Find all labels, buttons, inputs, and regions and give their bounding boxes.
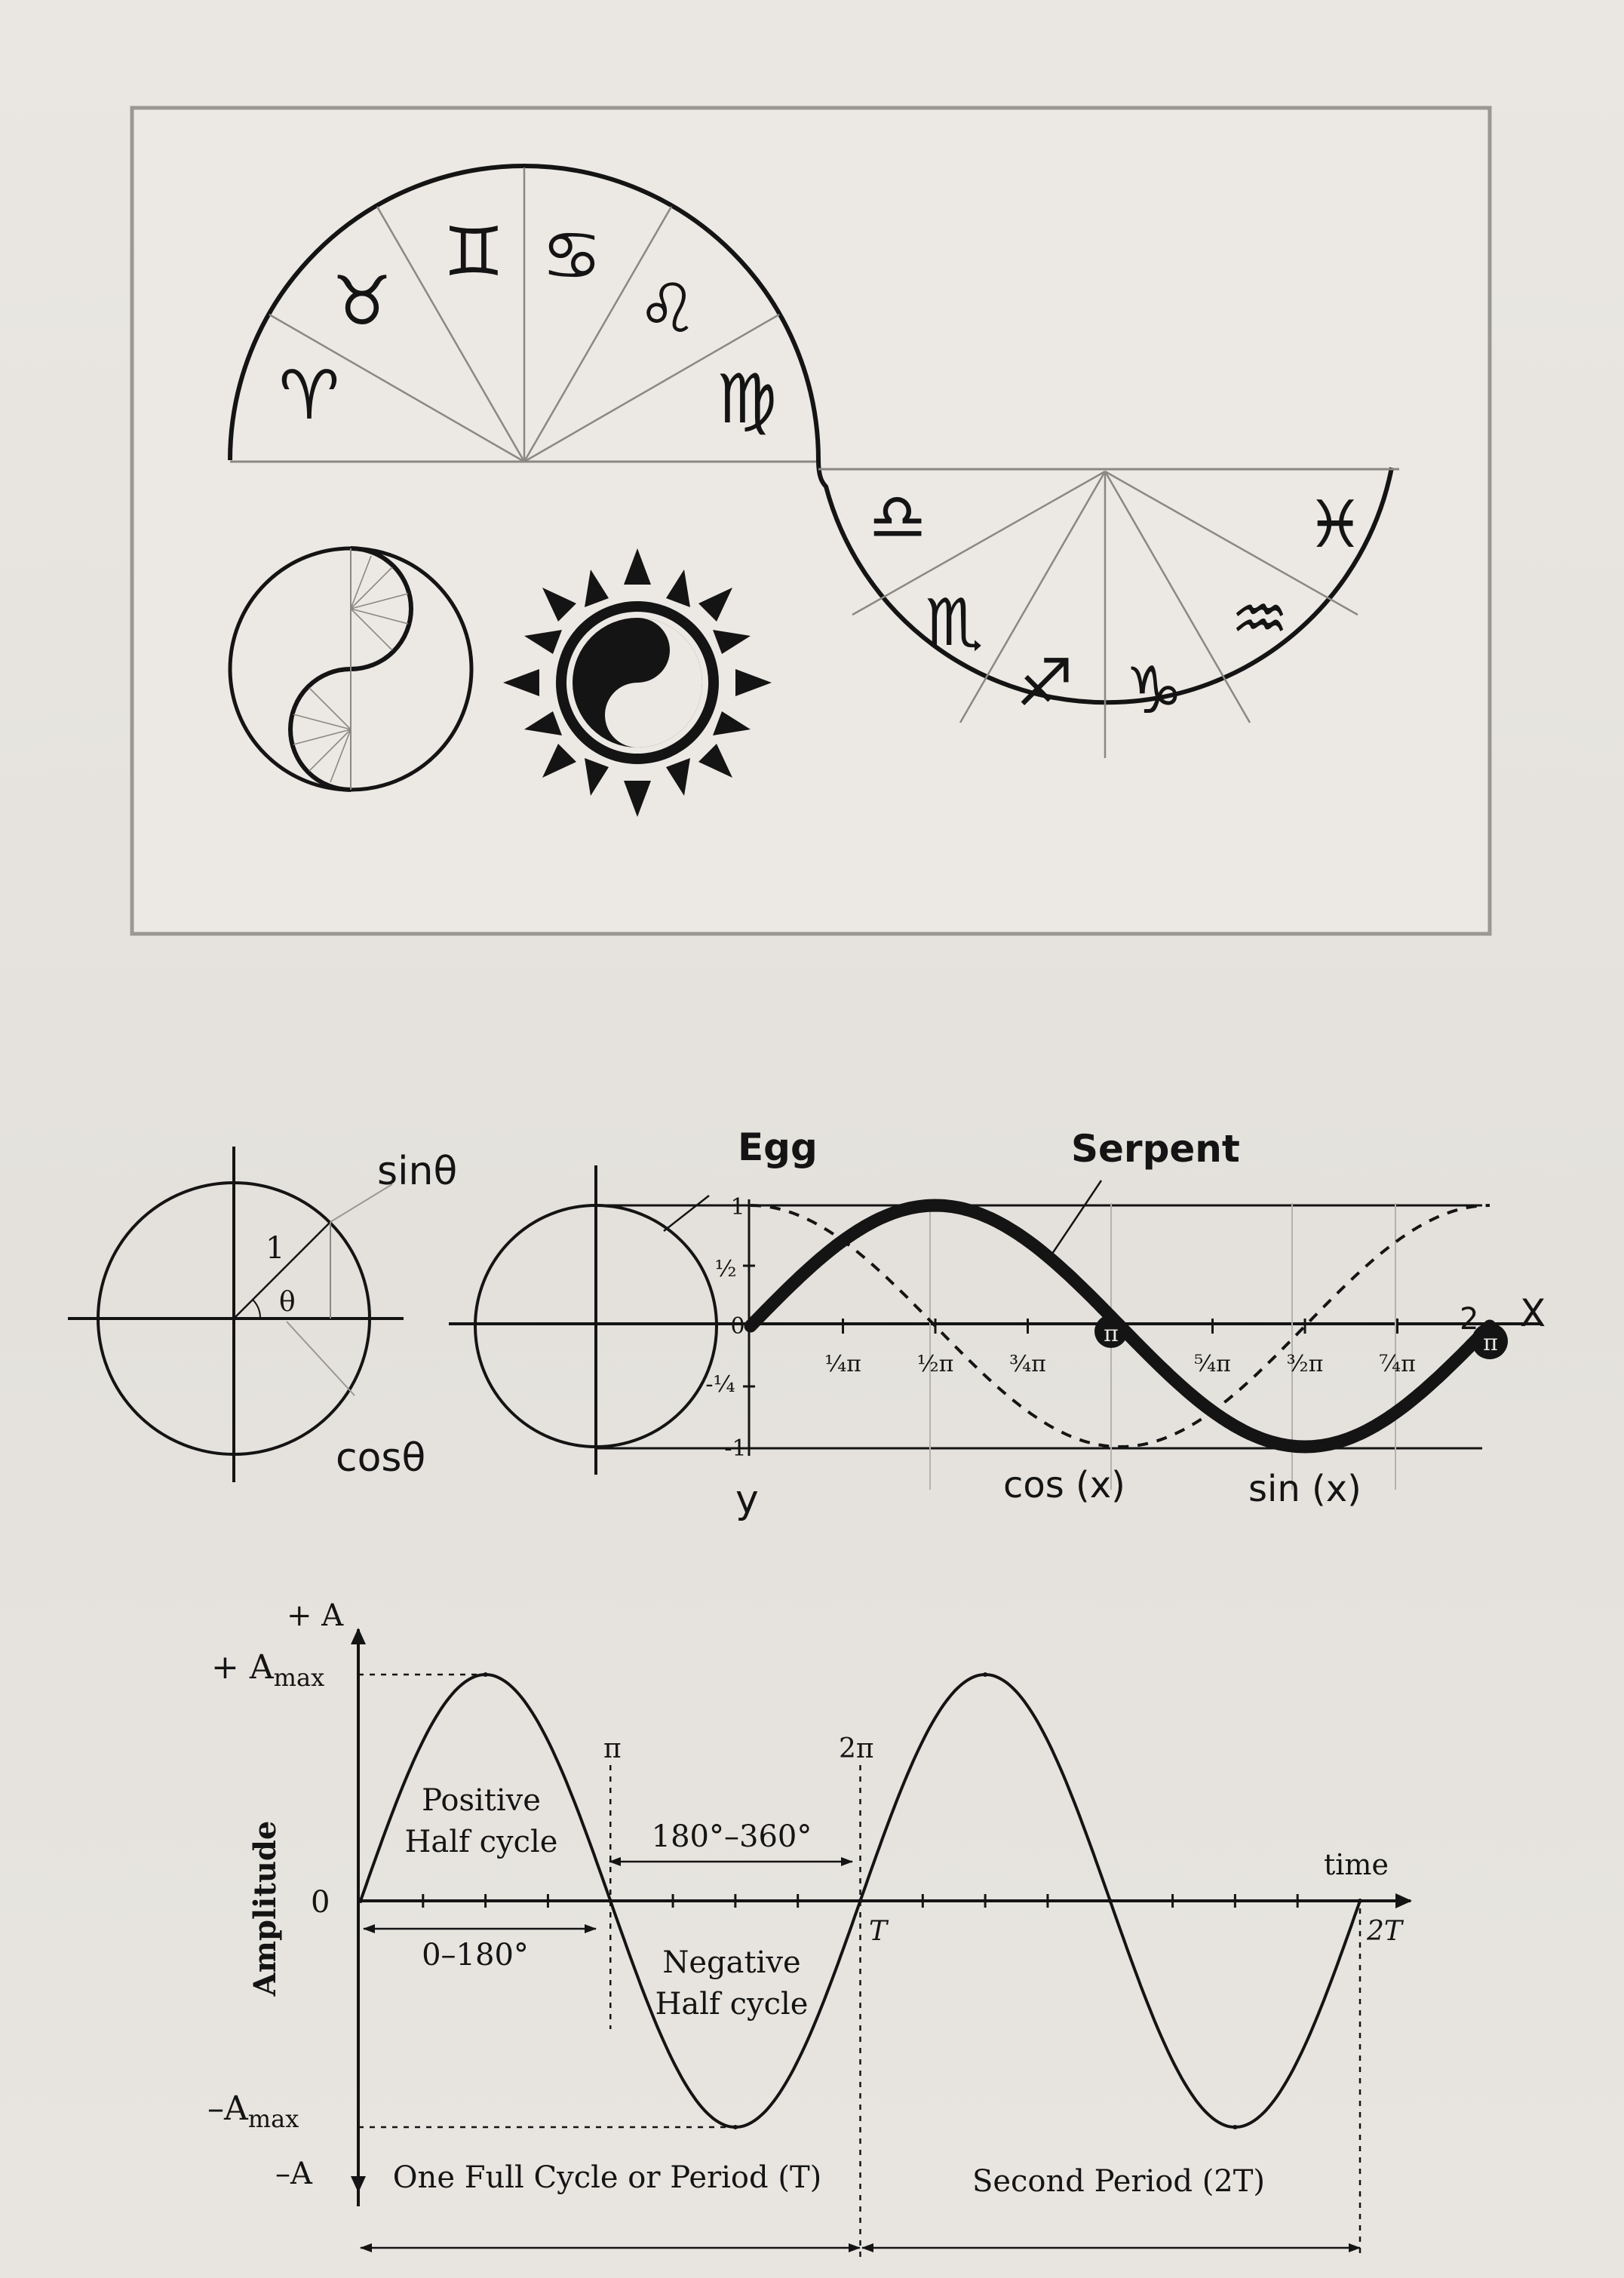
full-cycle-label: One Full Cycle or Period (T) [392,2160,822,2195]
zero-label: 0 [311,1885,330,1920]
radius-label: 1 [266,1231,285,1266]
pisces-sign: ♓ [1306,487,1365,563]
virgo-sign: ♍ [716,360,778,439]
zodiac-panel [132,108,1490,934]
y-tick-one: 1 [730,1194,745,1220]
sagittarius-sign: ♐ [1015,646,1074,721]
cancer-sign: ♋ [541,216,603,296]
wave-point [484,1672,488,1677]
x-axis-label: X [1520,1291,1546,1335]
negative-half-line2: Half cycle [655,1987,809,2022]
egg-x-tick-label: ¾π [1009,1351,1046,1377]
wave-point [608,1899,612,1903]
serpent-label: Serpent [1071,1127,1240,1171]
egg-x-tick-label: ⁵⁄₄π [1194,1351,1231,1377]
negative-half-line1: Negative [662,1945,801,1980]
range-180-360-label: 180°–360° [651,1819,812,1854]
plus-amax-label: + $A_{max}$ [211,1648,325,1692]
libra-sign: ♎ [868,480,927,555]
y-tick-neg-half: -¼ [705,1371,735,1398]
pi-tick-label: π [603,1733,622,1764]
aries-sign: ♈ [278,356,340,435]
egg-label: Egg [738,1125,818,1169]
wave-point [1108,1899,1113,1903]
pi-marker-label: π [1104,1321,1119,1347]
minus-amax-label: $-A_{max}$ [207,2089,299,2133]
wave-point [733,2125,738,2129]
range-0-180-label: 0–180° [422,1938,529,1973]
two-t-label: 2T [1367,1916,1402,1947]
wave-point [983,1672,987,1677]
scorpio-sign: ♏ [925,585,984,661]
t-label: T [869,1916,888,1947]
second-period-label: Second Period (2T) [972,2164,1266,2199]
wave-point [1358,1899,1362,1903]
wave-point [858,1899,863,1903]
sin-theta-label: sinθ [377,1149,458,1194]
sin-curve-label: sin (x) [1248,1468,1362,1510]
gemini-sign: ♊ [443,213,505,292]
wave-point [358,1899,363,1903]
cos-curve-label: cos (x) [1003,1464,1125,1506]
y-tick-zero: 0 [730,1313,745,1340]
time-title: time [1324,1848,1389,1881]
positive-half-line1: Positive [422,1783,541,1818]
y-tick-half: ½ [714,1256,737,1282]
egg-x-tick-label: ½π [916,1351,954,1377]
plus-a-label: + A [287,1598,344,1633]
unit-circle-diagram [68,1147,457,1482]
leo-sign: ♌ [637,269,698,348]
wave-point [1233,2125,1237,2129]
two-pi-marker-prefix: 2 [1460,1302,1479,1337]
egg-serpent-diagram [449,1125,1546,1522]
aquarius-sign: ♒ [1230,582,1289,657]
angle-label: θ [279,1287,296,1318]
egg-x-tick-label: ⁷⁄₄π [1379,1351,1416,1377]
capricorn-sign: ♑ [1125,653,1183,729]
sine-waveform-chart [207,1598,1411,2259]
positive-half-line2: Half cycle [404,1825,558,1859]
egg-x-tick-label: ¼π [824,1351,861,1377]
two-pi-tick-label: 2π [839,1733,874,1764]
y-tick-neg-one: -1 [724,1435,747,1462]
taurus-sign: ♉ [331,262,393,341]
two-pi-marker-symbol: π [1483,1330,1498,1356]
egg-x-tick-label: ³⁄₂π [1286,1351,1324,1377]
y-axis-label: y [735,1477,759,1522]
minus-a-label: –A [275,2157,312,2191]
amplitude-title: Amplitude [247,1820,283,1997]
cos-theta-label: cosθ [336,1435,426,1481]
